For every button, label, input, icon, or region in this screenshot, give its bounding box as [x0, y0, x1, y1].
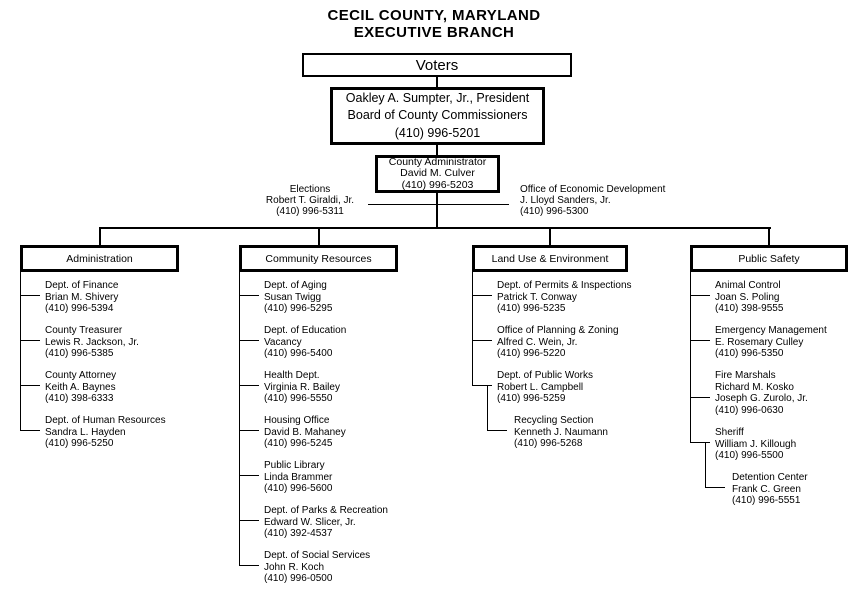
entry-phone: (410) 392-4537: [264, 528, 333, 539]
entry-person-name: Keith A. Baynes: [45, 381, 116, 393]
entry-department: Dept. of Finance: [45, 280, 119, 291]
entry-person-name: Sandra L. Hayden: [45, 426, 126, 438]
entry-department: Public Library: [264, 460, 325, 471]
entry-person-name: David B. Mahaney: [264, 426, 346, 438]
connector-line: [436, 77, 438, 87]
entry-person-name: Virginia R. Bailey: [264, 381, 340, 393]
administrator-title: County Administrator: [388, 155, 487, 168]
entry-phone: (410) 996-5268: [514, 438, 583, 449]
connector-line: [99, 227, 771, 229]
org-entry: [715, 280, 783, 315]
entry-phone: (410) 996-5400: [264, 348, 333, 359]
division-header: [20, 245, 179, 272]
administrator-name: David M. Culver: [400, 167, 475, 180]
entry-phone: (410) 996-5245: [264, 438, 333, 449]
entry-person-name: Alfred C. Wein, Jr.: [497, 336, 578, 348]
economic-development-note: [520, 184, 665, 217]
connector-line: [239, 385, 259, 386]
entry-phone: (410) 996-5259: [497, 393, 566, 404]
commissioner-name: Oakley A. Sumpter, Jr., President: [345, 91, 530, 106]
entry-phone: (410) 996-5220: [497, 348, 566, 359]
entry-phone: (410) 996-0630: [715, 404, 784, 416]
economic-development-name: J. Lloyd Sanders, Jr.: [520, 195, 611, 206]
org-entry: [264, 280, 332, 315]
division-title: Public Safety: [738, 252, 800, 265]
entry-person-name: Lewis R. Jackson, Jr.: [45, 336, 139, 348]
connector-line: [239, 430, 259, 431]
voters-box: [302, 53, 572, 77]
entry-person-name: Robert L. Campbell: [497, 381, 584, 393]
division-header: [472, 245, 628, 272]
entry-department: Emergency Management: [715, 325, 827, 336]
connector-line: [436, 193, 438, 229]
entry-person-name: William J. Killough: [715, 438, 797, 450]
entry-person-name: Joseph G. Zurolo, Jr.: [715, 393, 808, 404]
entry-department: Animal Control: [715, 280, 781, 291]
connector-line: [768, 227, 770, 247]
entry-department: Dept. of Aging: [264, 280, 327, 291]
org-entry: [264, 550, 370, 585]
entry-person-name: Joan S. Poling: [715, 291, 780, 303]
entry-phone: (410) 996-5500: [715, 450, 784, 461]
entry-person-name: Edward W. Slicer, Jr.: [264, 516, 356, 528]
commissioners-box: [330, 87, 545, 145]
administrator-box: [375, 155, 500, 193]
connector-line: [690, 397, 710, 398]
elections-name: Robert T. Giraldi, Jr.: [265, 195, 355, 206]
org-sub-entry: [514, 415, 608, 450]
voters-label: Voters: [415, 56, 459, 74]
org-entry: [715, 370, 808, 416]
connector-line: [368, 204, 509, 205]
entry-department: Sheriff: [715, 427, 744, 438]
entry-department: Dept. of Social Services: [264, 550, 371, 561]
connector-line: [472, 272, 473, 386]
page-title: [0, 7, 868, 41]
entry-phone: (410) 996-5235: [497, 303, 566, 314]
connector-line: [690, 295, 710, 296]
economic-development-phone: (410) 996-5300: [520, 206, 589, 217]
entry-phone: (410) 996-5551: [732, 495, 801, 506]
org-entry: [715, 427, 796, 462]
entry-person-name: Vacancy: [264, 336, 302, 348]
connector-line: [239, 520, 259, 521]
entry-person-name: John R. Koch: [264, 561, 325, 573]
org-entry: [45, 325, 139, 360]
entry-phone: (410) 996-5350: [715, 348, 784, 359]
entry-department: Recycling Section: [514, 415, 594, 426]
division-title: Land Use & Environment: [491, 252, 609, 265]
connector-line: [436, 145, 438, 155]
connector-line: [472, 385, 492, 386]
entry-person-name: Brian M. Shivery: [45, 291, 119, 303]
entry-department: Health Dept.: [264, 370, 320, 381]
entry-person-name: Frank C. Green: [732, 483, 801, 495]
connector-line: [472, 340, 492, 341]
entry-department: Dept. of Human Resources: [45, 415, 166, 426]
entry-person-name: Richard M. Kosko: [715, 381, 794, 393]
connector-line: [705, 487, 725, 488]
entry-phone: (410) 996-5600: [264, 483, 333, 494]
connector-line: [239, 565, 259, 566]
connector-line: [20, 385, 40, 386]
entry-phone: (410) 996-5385: [45, 348, 114, 359]
connector-line: [487, 430, 507, 431]
org-entry: [497, 370, 593, 405]
page-title-line2: EXECUTIVE BRANCH: [353, 24, 515, 41]
connector-line: [690, 272, 691, 443]
entry-department: Fire Marshals: [715, 370, 776, 381]
division-header: [690, 245, 848, 272]
org-entry: [45, 415, 166, 450]
entry-person-name: Kenneth J. Naumann: [514, 426, 608, 438]
org-entry: [45, 280, 118, 315]
org-sub-entry: [732, 472, 808, 507]
org-entry: [264, 325, 346, 360]
entry-department: Dept. of Parks & Recreation: [264, 505, 388, 516]
entry-person-name: E. Rosemary Culley: [715, 336, 804, 348]
org-entry: [497, 280, 632, 315]
entry-phone: (410) 996-5550: [264, 393, 333, 404]
connector-line: [99, 227, 101, 247]
connector-line: [20, 295, 40, 296]
org-entry: [264, 415, 346, 450]
division-title: Community Resources: [265, 252, 372, 265]
entry-phone: (410) 398-6333: [45, 393, 114, 404]
connector-line: [239, 272, 240, 566]
division-title: Administration: [66, 252, 133, 265]
connector-line: [20, 340, 40, 341]
org-entry: [264, 505, 388, 540]
org-entry: [497, 325, 619, 360]
entry-department: Dept. of Public Works: [497, 370, 593, 381]
administrator-phone: (410) 996-5203: [401, 178, 474, 191]
entry-department: Housing Office: [264, 415, 330, 426]
page-title-line1: CECIL COUNTY, MARYLAND: [327, 7, 541, 24]
connector-line: [487, 385, 488, 431]
connector-line: [239, 340, 259, 341]
connector-line: [20, 430, 40, 431]
entry-phone: (410) 996-0500: [264, 573, 333, 584]
division-header: [239, 245, 398, 272]
entry-department: Office of Planning & Zoning: [497, 325, 619, 336]
connector-line: [549, 227, 551, 247]
entry-person-name: Patrick T. Conway: [497, 291, 577, 303]
connector-line: [690, 340, 710, 341]
elections-title: Elections: [289, 184, 331, 195]
commissioners-phone: (410) 996-5201: [394, 125, 481, 140]
connector-line: [20, 272, 21, 431]
entry-department: Detention Center: [732, 472, 808, 483]
connector-line: [239, 475, 259, 476]
connector-line: [472, 295, 492, 296]
org-entry: [45, 370, 116, 405]
entry-department: County Attorney: [45, 370, 117, 381]
entry-phone: (410) 996-5295: [264, 303, 333, 314]
entry-phone: (410) 996-5394: [45, 303, 114, 314]
entry-department: Dept. of Education: [264, 325, 347, 336]
entry-phone: (410) 398-9555: [715, 303, 784, 314]
elections-phone: (410) 996-5311: [276, 206, 344, 217]
economic-development-title: Office of Economic Development: [520, 184, 666, 195]
entry-department: Dept. of Permits & Inspections: [497, 280, 632, 291]
org-entry: [715, 325, 827, 360]
connector-line: [705, 442, 706, 488]
entry-department: County Treasurer: [45, 325, 123, 336]
entry-person-name: Linda Brammer: [264, 471, 333, 483]
connector-line: [690, 442, 710, 443]
org-entry: [264, 460, 332, 495]
elections-note: [235, 184, 385, 217]
connector-line: [239, 295, 259, 296]
connector-line: [318, 227, 320, 247]
entry-phone: (410) 996-5250: [45, 438, 114, 449]
commissioners-title: Board of County Commissioners: [347, 108, 528, 123]
org-entry: [264, 370, 340, 405]
entry-person-name: Susan Twigg: [264, 291, 322, 303]
